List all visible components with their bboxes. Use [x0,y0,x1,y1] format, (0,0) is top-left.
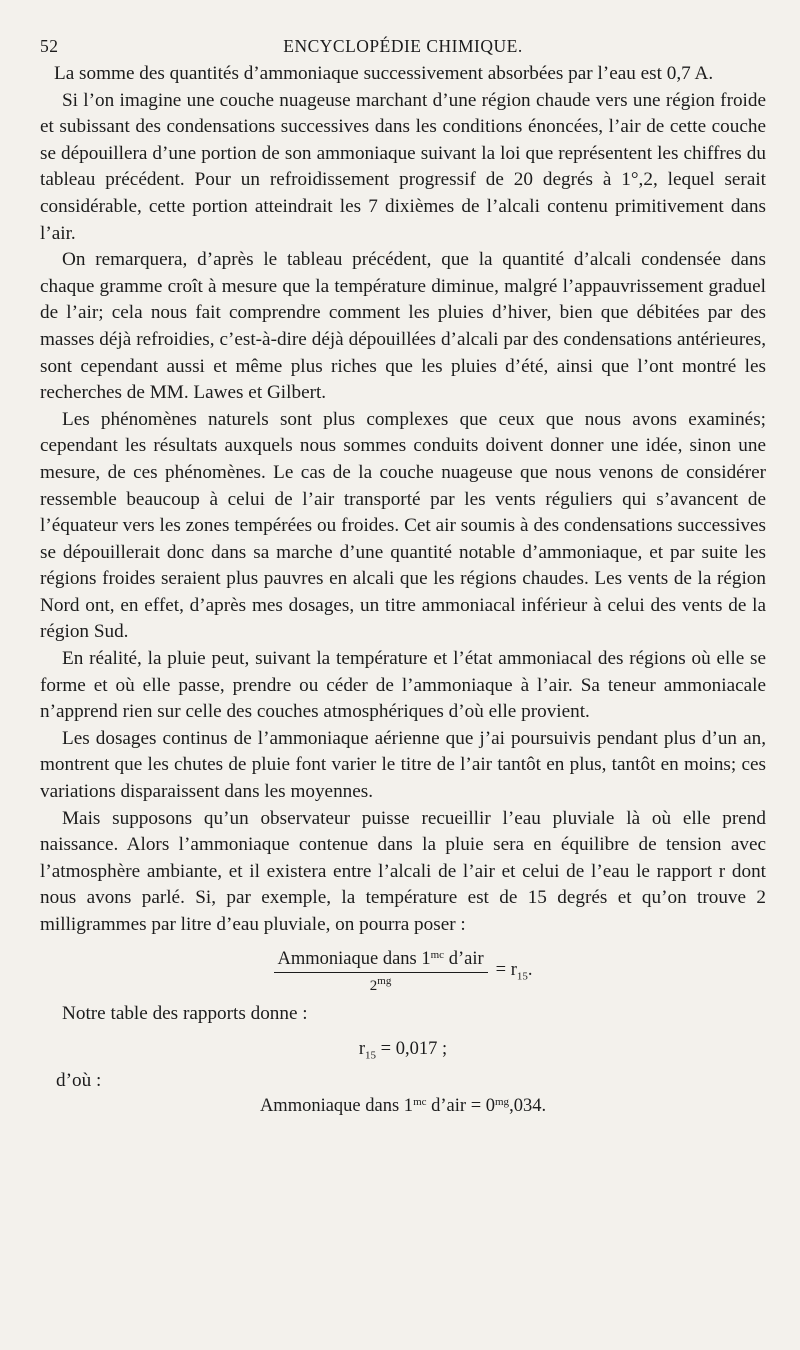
whence-label: d’où : [56,1069,102,1091]
formula-r15: $r_{15} = 0,017$ ; [358,1039,448,1062]
body-text [40,61,766,939]
table-line: Notre table des rapports donne : [62,1002,308,1024]
paragraph: On remarquera, d’après le tableau précédent, que la quantité d’alcali condensée dans chaque gramme croît à mesure que la température diminue, malgré l’appauvrissement graduel de l’air; cela nous fait comprendre comment les pluies d’hiver, bien que débitées par des masses déjà refroidies, c’est-à-dire déjà dépouillées d’alcali par des condensations antérieures, sont cependant aussi et même plus riches que les pluies d’été, ainsi que l’ont montré les recherches de MM. Lawes et Gilbert. [40,249,766,404]
running-head: ENCYCLOPÉDIE CHIMIQUE. [283,36,523,56]
paragraph: La somme des quantités d’ammoniaque successivement absorbées par l’eau est 0,7 A. [54,63,714,84]
formula-result: Ammoniaque dans $1^{mc}$ d’air = $0^{mg},034$. [259,1095,547,1116]
page-header [40,36,766,57]
paragraph: Si l’on imagine une couche nuageuse marchant d’une région chaude vers une région froide et subissant des condensations successives dans les conditions énoncées, l’air de cette couche se dépouillera d’une portion de son ammoniaque suivant la loi que représentent les chiffres du tableau précédent. Pour un refroidissement progressif de 20 degrés à 1°,2, lequel serait considérable, cette portion atteindrait les 7 dixièmes de l’alcali contenu primitivement dans l’air. [40,89,766,244]
fraction-numerator: Ammoniaque dans $1^{mc}$ d’air [274,949,488,973]
paragraph: Les phénomènes naturels sont plus complexes que ceux que nous avons examinés; cependant les résultats auxquels nous sommes conduits doivent donner une idée, sinon une mesure, de ces phénomènes. Le cas de la couche nuageuse que nous venons de considérer ressemble beaucoup à celui de l’air transporté par les vents réguliers qui s’avancent de l’équateur vers les zones tempérées ou froides. Cet air soumis à des condensations successives se dépouillerait donc dans sa marche d’une quantité notable d’ammoniaque, et par suite les régions froides seraient plus pauvres en alcali que les régions chaudes. Les vents de la région Nord ont, en effet, d’après mes dosages, un titre ammoniacal inférieur à celui des vents de la région Sud. [40,408,766,643]
formula-rhs: = $r_{15}$. [495,960,533,983]
fraction [274,949,488,995]
paragraph: En réalité, la pluie peut, suivant la température et l’état ammoniacal des régions où elle se forme et où elle passe, prendre ou céder de l’ammoniaque à l’air. Sa teneur ammoniacale n’apprend rien sur celle des couches atmosphériques d’où elle provient. [40,648,766,723]
page-number: 52 [40,36,59,56]
paragraph: Les dosages continus de l’ammoniaque aérienne que j’ai poursuivis pendant plus d’un an, montrent que les chutes de pluie font varier le titre de l’air tantôt en plus, tantôt en moins; ces variations disparaissent dans les moyennes. [40,727,766,803]
fraction-denominator: $2^{mg}$ [369,974,392,994]
formula-ratio [40,949,766,995]
paragraph: Mais supposons qu’un observateur puisse recueillir l’eau pluviale là où elle prend naissance. Alors l’ammoniaque contenue dans la pluie sera en équilibre de tension avec l’atmosphère ambiante, et il existera entre l’alcali de l’air et celui de l’eau le rapport r dont nous avons parlé. Si, par exemple, la température est de 15 degrés et qu’on trouve 2 milligrammes par litre d’eau pluviale, on pourra poser : [40,807,766,935]
whence-row [40,1062,766,1100]
